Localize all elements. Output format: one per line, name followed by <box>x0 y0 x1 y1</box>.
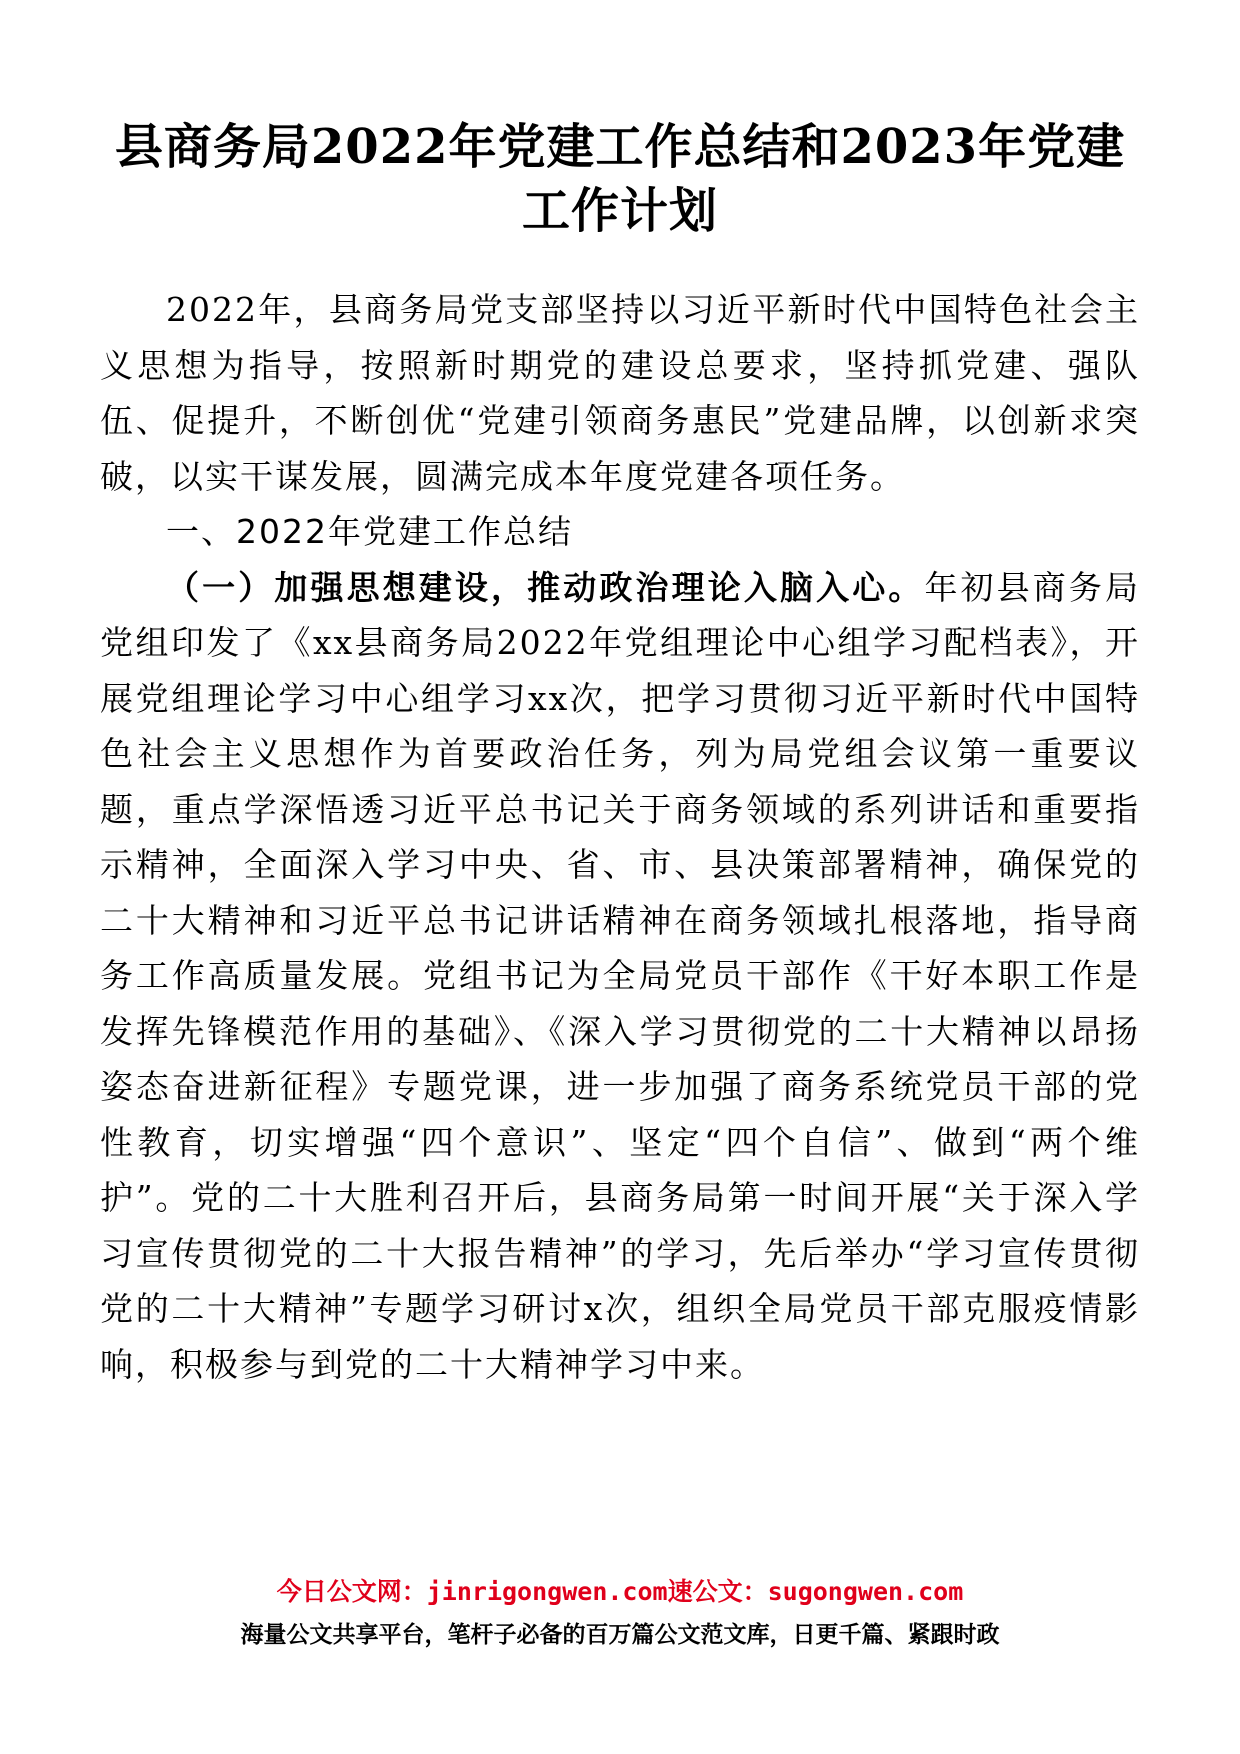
footer-watermark <box>0 1574 1240 1650</box>
section-heading: 一、2022年党建工作总结 <box>166 512 573 551</box>
footer-slogan: 海量公文共享平台，笔杆子必备的百万篇公文范文库，日更千篇、紧跟时政 <box>240 1622 1000 1648</box>
site2-url-link[interactable]: sugongwen.com <box>767 1577 964 1606</box>
item-lead-heading: （一）加强思想建设，推动政治理论入脑入心。 <box>166 567 925 607</box>
item-body-text: 年初县商务局党组印发了《xx县商务局2022年党组理论中心组学习配档表》，开展党组理论学习中心组学习xx次，把学习贯彻习近平新时代中国特色社会主义思想作为首要政治任务，列为局党组会议第一重要议题，重点学深悟透习近平总书记关于商务领域的系列讲话和重要指示精神，全面深入学习中央、省、市、县决策部署精神，确保党的二十大精神和习近平总书记讲话精神在商务领域扎根落地，指导商务工作高质量发展。党组书记为全局党员干部作《干好本职工作是发挥先锋模范作用的基础》、《深入学习贯彻党的二十大精神以昂扬姿态奋进新征程》专题党课，进一步加强了商务系统党员干部的党性教育，切实增强“四个意识”、坚定“四个自信”、做到“两个维护”。党的二十大胜利召开后，县商务局第一时间开展“关于深入学习宣传贯彻党的二十大报告精神”的学习，先后举办“学习宣传贯彻党的二十大精神”专题学习研讨x次，组织全局党员干部克服疫情影响，积极参与到党的二十大精神学习中来。 <box>100 567 1141 1384</box>
intro-paragraph: 2022年，县商务局党支部坚持以习近平新时代中国特色社会主义思想为指导，按照新时期党的建设总要求，坚持抓党建、强队伍、促提升，不断创优“党建引领商务惠民”党建品牌，以创新求突破，以实干谋发展，圆满完成本年度党建各项任务。 <box>100 290 1140 496</box>
site1-url-link[interactable]: jinrigongwen.com <box>426 1577 668 1606</box>
site1-name: 今日公文网： <box>276 1577 427 1606</box>
document-body <box>100 282 1140 1392</box>
footer-sites <box>0 1574 1240 1610</box>
document-title: 县商务局2022年党建工作总结和2023年党建工作计划 <box>114 119 1126 239</box>
item-paragraph <box>100 560 1140 1393</box>
site2-name: 速公文： <box>667 1577 768 1606</box>
